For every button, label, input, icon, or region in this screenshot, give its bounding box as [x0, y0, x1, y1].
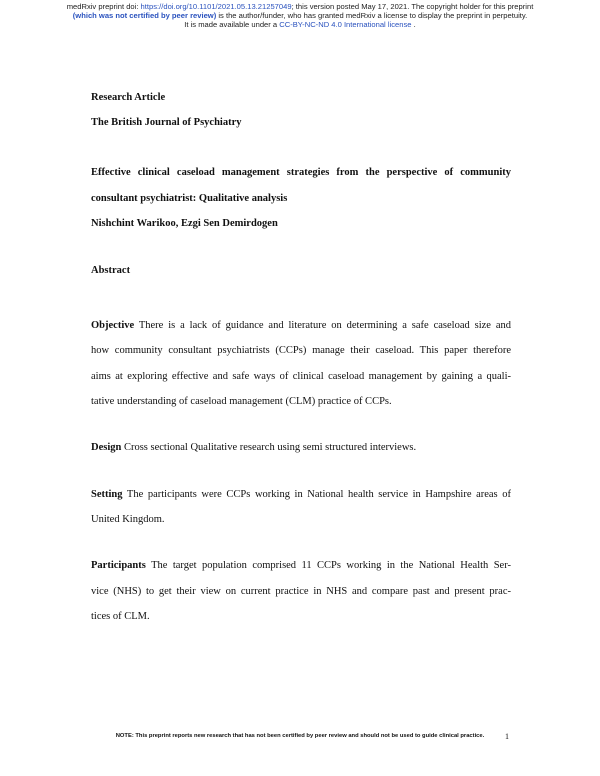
paper-title-line-1: Effective clinical caseload management strategies from the perspective of community — [91, 167, 511, 178]
paper-title-line-2: consultant psychiatrist: Qualitative analysis — [91, 193, 288, 204]
doi-link[interactable]: https://doi.org/10.1101/2021.05.13.21257049 — [140, 2, 292, 11]
participants-line-1 — [91, 560, 511, 571]
setting-label: Setting — [91, 489, 123, 500]
design-label: Design — [91, 442, 122, 453]
setting-text-1: The participants were CCPs working in National health service in Hampshire areas of — [122, 489, 511, 500]
participants-label: Participants — [91, 560, 146, 571]
setting-line-2: United Kingdom. — [91, 514, 165, 525]
banner-line-3 — [0, 20, 600, 29]
banner-doi-prefix: medRxiv preprint doi: — [66, 2, 141, 11]
banner-line-2 — [0, 11, 600, 20]
banner-license-prefix: It is made available under a — [184, 20, 280, 29]
objective-label: Objective — [91, 320, 135, 331]
preprint-banner — [0, 2, 600, 29]
objective-line-3: aims at exploring effective and safe ways of clinical caseload management by gaining a quali- — [91, 371, 511, 382]
journal-name: The British Journal of Psychiatry — [91, 117, 242, 128]
banner-copyright-text: ; this version posted May 17, 2021. The copyright holder for this preprint — [291, 2, 534, 11]
authors: Nishchint Warikoo, Ezgi Sen Demirdogen — [91, 218, 278, 229]
objective-line-4: tative understanding of caseload management (CLM) practice of CCPs. — [91, 396, 392, 407]
objective-text-1: There is a lack of guidance and literature on determining a safe caseload size and — [134, 320, 511, 331]
article-type: Research Article — [91, 92, 166, 103]
banner-line-1 — [0, 2, 600, 11]
objective-line-2: how community consultant psychiatrists (CCPs) manage their caseload. This paper therefore — [91, 345, 511, 356]
preprint-footer-note: NOTE: This preprint reports new research that has not been certified by peer review and should not be used to guide clinical practice. — [115, 733, 485, 739]
banner-license-grant-text: is the author/funder, who has granted medRxiv a license to display the preprint in perpetuity. — [216, 11, 528, 20]
setting-line-1 — [91, 489, 511, 500]
participants-line-2: vice (NHS) to get their view on current practice in NHS and compare past and present prac- — [91, 586, 511, 597]
license-link[interactable]: CC-BY-NC-ND 4.0 International license — [279, 20, 412, 29]
participants-line-3: tices of CLM. — [91, 611, 150, 622]
page-number: 1 — [505, 732, 509, 741]
objective-line-1 — [91, 320, 511, 331]
design-paragraph — [91, 442, 511, 453]
abstract-heading: Abstract — [91, 265, 131, 276]
peer-review-notice: (which was not certified by peer review) — [72, 11, 217, 20]
banner-license-suffix: . — [411, 20, 416, 29]
participants-text-1: The target population comprised 11 CCPs working in the National Health Ser- — [145, 560, 511, 571]
design-text: Cross sectional Qualitative research using semi structured interviews. — [121, 442, 417, 453]
